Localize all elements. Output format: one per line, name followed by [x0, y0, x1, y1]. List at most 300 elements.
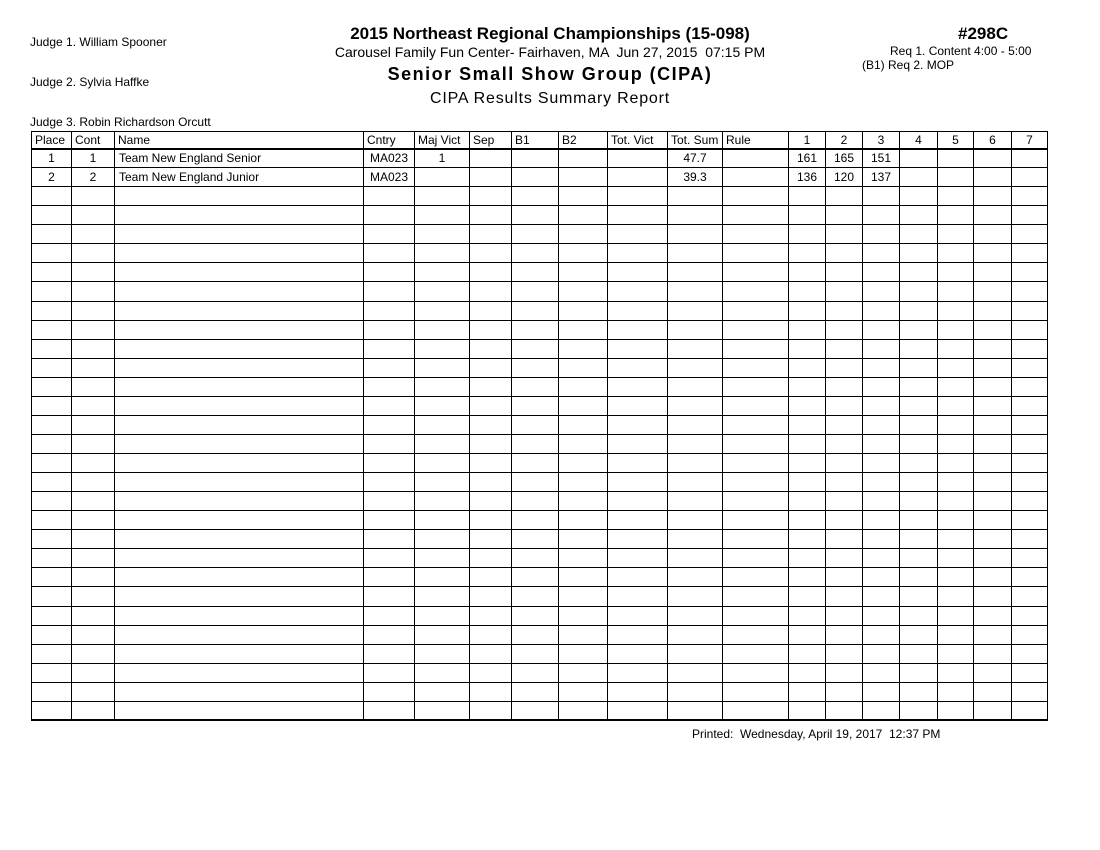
- empty-cell: [789, 244, 826, 263]
- empty-cell: [32, 415, 72, 434]
- empty-cell: [470, 644, 512, 663]
- empty-cell: [72, 473, 115, 492]
- empty-cell: [789, 568, 826, 587]
- cell-name: Team New England Junior: [115, 168, 364, 187]
- empty-cell: [559, 358, 608, 377]
- empty-cell: [364, 396, 415, 415]
- empty-cell: [789, 644, 826, 663]
- empty-cell: [789, 282, 826, 301]
- empty-cell: [559, 644, 608, 663]
- empty-cell: [863, 434, 900, 453]
- empty-cell: [974, 568, 1012, 587]
- empty-cell: [470, 225, 512, 244]
- empty-cell: [900, 492, 938, 511]
- empty-cell: [826, 225, 863, 244]
- empty-cell: [668, 454, 723, 473]
- empty-cell: [470, 530, 512, 549]
- empty-cell: [900, 301, 938, 320]
- col-header-tot-sum: Tot. Sum: [668, 132, 723, 149]
- empty-cell: [723, 682, 789, 701]
- empty-cell: [826, 320, 863, 339]
- empty-cell: [974, 415, 1012, 434]
- empty-cell: [900, 511, 938, 530]
- empty-result-row: [32, 663, 1048, 682]
- empty-cell: [512, 454, 559, 473]
- empty-cell: [364, 606, 415, 625]
- empty-cell: [72, 415, 115, 434]
- empty-cell: [723, 187, 789, 206]
- empty-cell: [826, 549, 863, 568]
- empty-cell: [974, 396, 1012, 415]
- empty-cell: [863, 301, 900, 320]
- empty-cell: [1012, 587, 1048, 606]
- empty-cell: [863, 206, 900, 225]
- empty-cell: [900, 244, 938, 263]
- empty-cell: [512, 320, 559, 339]
- empty-cell: [608, 549, 668, 568]
- empty-cell: [32, 473, 72, 492]
- empty-cell: [512, 587, 559, 606]
- empty-cell: [789, 454, 826, 473]
- empty-cell: [32, 244, 72, 263]
- empty-cell: [863, 606, 900, 625]
- empty-cell: [415, 263, 470, 282]
- empty-cell: [668, 377, 723, 396]
- empty-cell: [32, 492, 72, 511]
- empty-cell: [723, 301, 789, 320]
- venue-date-line: Carousel Family Fun Center- Fairhaven, MA Jun 27, 2015 07:15 PM: [334, 44, 766, 60]
- empty-cell: [723, 701, 789, 720]
- empty-cell: [470, 511, 512, 530]
- col-header-tot-vict: Tot. Vict: [608, 132, 668, 149]
- empty-cell: [863, 625, 900, 644]
- empty-cell: [900, 682, 938, 701]
- col-header-cont: Cont: [72, 132, 115, 149]
- empty-cell: [668, 625, 723, 644]
- empty-cell: [608, 320, 668, 339]
- empty-cell: [72, 568, 115, 587]
- empty-cell: [938, 339, 974, 358]
- empty-cell: [789, 415, 826, 434]
- empty-cell: [512, 701, 559, 720]
- empty-cell: [608, 701, 668, 720]
- empty-cell: [115, 339, 364, 358]
- empty-cell: [723, 530, 789, 549]
- empty-cell: [364, 206, 415, 225]
- printed-timestamp: Printed: Wednesday, April 19, 2017 12:37 PM: [692, 727, 941, 741]
- empty-cell: [415, 682, 470, 701]
- empty-cell: [72, 644, 115, 663]
- empty-cell: [789, 187, 826, 206]
- empty-cell: [559, 282, 608, 301]
- empty-cell: [863, 644, 900, 663]
- empty-result-row: [32, 701, 1048, 720]
- empty-cell: [938, 282, 974, 301]
- empty-cell: [900, 187, 938, 206]
- empty-cell: [668, 396, 723, 415]
- empty-cell: [863, 454, 900, 473]
- empty-cell: [723, 206, 789, 225]
- empty-cell: [900, 339, 938, 358]
- empty-cell: [974, 320, 1012, 339]
- empty-cell: [115, 644, 364, 663]
- cell-b1: [512, 168, 559, 187]
- empty-cell: [559, 434, 608, 453]
- empty-cell: [72, 434, 115, 453]
- cell-cont: 2: [72, 168, 115, 187]
- empty-cell: [364, 568, 415, 587]
- empty-cell: [974, 244, 1012, 263]
- empty-cell: [668, 301, 723, 320]
- empty-cell: [789, 587, 826, 606]
- empty-cell: [72, 549, 115, 568]
- empty-cell: [115, 701, 364, 720]
- empty-cell: [415, 377, 470, 396]
- empty-cell: [115, 396, 364, 415]
- empty-cell: [668, 225, 723, 244]
- empty-cell: [559, 511, 608, 530]
- empty-cell: [72, 606, 115, 625]
- empty-result-row: [32, 454, 1048, 473]
- empty-cell: [789, 511, 826, 530]
- empty-cell: [723, 396, 789, 415]
- empty-cell: [863, 587, 900, 606]
- empty-cell: [863, 339, 900, 358]
- empty-cell: [364, 701, 415, 720]
- empty-cell: [608, 301, 668, 320]
- empty-cell: [470, 587, 512, 606]
- empty-cell: [723, 358, 789, 377]
- empty-cell: [938, 644, 974, 663]
- empty-cell: [608, 644, 668, 663]
- empty-cell: [974, 263, 1012, 282]
- event-title: Senior Small Show Group (CIPA): [387, 64, 713, 84]
- empty-cell: [32, 282, 72, 301]
- empty-cell: [826, 187, 863, 206]
- empty-result-row: [32, 244, 1048, 263]
- empty-cell: [608, 263, 668, 282]
- empty-cell: [415, 587, 470, 606]
- empty-cell: [900, 434, 938, 453]
- empty-cell: [72, 358, 115, 377]
- empty-cell: [470, 454, 512, 473]
- empty-cell: [668, 282, 723, 301]
- empty-cell: [668, 511, 723, 530]
- empty-cell: [115, 377, 364, 396]
- empty-cell: [415, 701, 470, 720]
- col-header-judge-2: 2: [826, 132, 863, 149]
- empty-cell: [668, 587, 723, 606]
- cell-b1: [512, 149, 559, 168]
- empty-result-row: [32, 644, 1048, 663]
- empty-cell: [789, 396, 826, 415]
- table-header-row: [32, 132, 1048, 149]
- empty-cell: [900, 415, 938, 434]
- empty-cell: [938, 358, 974, 377]
- empty-cell: [1012, 644, 1048, 663]
- empty-cell: [364, 339, 415, 358]
- empty-cell: [115, 225, 364, 244]
- empty-cell: [115, 473, 364, 492]
- empty-result-row: [32, 587, 1048, 606]
- cell-judge-7: [1012, 168, 1048, 187]
- empty-cell: [668, 606, 723, 625]
- empty-cell: [608, 244, 668, 263]
- empty-cell: [32, 187, 72, 206]
- empty-cell: [723, 282, 789, 301]
- cell-judge-3: 151: [863, 149, 900, 168]
- empty-cell: [938, 301, 974, 320]
- result-row: [32, 168, 1048, 187]
- empty-cell: [863, 358, 900, 377]
- empty-cell: [723, 663, 789, 682]
- empty-cell: [789, 434, 826, 453]
- empty-cell: [938, 587, 974, 606]
- empty-cell: [559, 663, 608, 682]
- empty-cell: [826, 568, 863, 587]
- empty-cell: [900, 530, 938, 549]
- empty-cell: [608, 225, 668, 244]
- empty-cell: [668, 263, 723, 282]
- empty-cell: [826, 244, 863, 263]
- empty-cell: [115, 454, 364, 473]
- empty-result-row: [32, 625, 1048, 644]
- empty-cell: [789, 263, 826, 282]
- empty-cell: [974, 454, 1012, 473]
- empty-cell: [723, 320, 789, 339]
- empty-cell: [608, 377, 668, 396]
- empty-cell: [974, 587, 1012, 606]
- empty-cell: [938, 473, 974, 492]
- empty-result-row: [32, 377, 1048, 396]
- empty-cell: [608, 568, 668, 587]
- empty-cell: [559, 396, 608, 415]
- empty-cell: [789, 358, 826, 377]
- empty-cell: [938, 377, 974, 396]
- empty-cell: [723, 625, 789, 644]
- empty-cell: [938, 434, 974, 453]
- empty-cell: [512, 206, 559, 225]
- empty-cell: [512, 434, 559, 453]
- empty-cell: [900, 396, 938, 415]
- empty-cell: [863, 701, 900, 720]
- empty-cell: [826, 339, 863, 358]
- empty-cell: [863, 473, 900, 492]
- empty-cell: [1012, 263, 1048, 282]
- empty-cell: [723, 377, 789, 396]
- cell-rule: [723, 149, 789, 168]
- empty-cell: [364, 301, 415, 320]
- col-header-cntry: Cntry: [364, 132, 415, 149]
- empty-cell: [470, 339, 512, 358]
- col-header-b2: B2: [559, 132, 608, 149]
- empty-cell: [512, 415, 559, 434]
- empty-cell: [1012, 396, 1048, 415]
- empty-cell: [364, 320, 415, 339]
- empty-cell: [512, 568, 559, 587]
- empty-cell: [32, 301, 72, 320]
- empty-cell: [608, 663, 668, 682]
- empty-cell: [863, 511, 900, 530]
- empty-cell: [900, 377, 938, 396]
- empty-cell: [470, 358, 512, 377]
- col-header-judge-6: 6: [974, 132, 1012, 149]
- empty-cell: [470, 263, 512, 282]
- empty-cell: [608, 682, 668, 701]
- empty-cell: [723, 568, 789, 587]
- cell-name: Team New England Senior: [115, 149, 364, 168]
- empty-cell: [938, 225, 974, 244]
- empty-result-row: [32, 282, 1048, 301]
- empty-cell: [72, 625, 115, 644]
- empty-cell: [32, 625, 72, 644]
- empty-cell: [826, 263, 863, 282]
- empty-cell: [826, 282, 863, 301]
- empty-cell: [115, 263, 364, 282]
- empty-cell: [723, 263, 789, 282]
- empty-cell: [32, 225, 72, 244]
- empty-cell: [608, 530, 668, 549]
- empty-cell: [863, 682, 900, 701]
- empty-cell: [1012, 320, 1048, 339]
- competition-title: 2015 Northeast Regional Championships (15-098): [350, 24, 750, 43]
- cell-rule: [723, 168, 789, 187]
- empty-cell: [789, 549, 826, 568]
- empty-cell: [900, 606, 938, 625]
- empty-cell: [863, 492, 900, 511]
- empty-cell: [364, 225, 415, 244]
- empty-cell: [415, 511, 470, 530]
- empty-cell: [32, 663, 72, 682]
- empty-cell: [115, 549, 364, 568]
- empty-cell: [415, 644, 470, 663]
- empty-cell: [974, 530, 1012, 549]
- empty-cell: [1012, 549, 1048, 568]
- empty-cell: [115, 568, 364, 587]
- empty-cell: [900, 358, 938, 377]
- empty-cell: [863, 187, 900, 206]
- empty-cell: [364, 492, 415, 511]
- empty-cell: [826, 396, 863, 415]
- empty-cell: [512, 225, 559, 244]
- empty-cell: [863, 396, 900, 415]
- empty-cell: [789, 225, 826, 244]
- empty-cell: [723, 415, 789, 434]
- empty-cell: [1012, 511, 1048, 530]
- empty-cell: [415, 301, 470, 320]
- empty-cell: [415, 606, 470, 625]
- empty-cell: [938, 415, 974, 434]
- empty-cell: [115, 625, 364, 644]
- empty-cell: [72, 263, 115, 282]
- empty-cell: [863, 549, 900, 568]
- empty-cell: [668, 644, 723, 663]
- empty-cell: [115, 606, 364, 625]
- empty-cell: [32, 530, 72, 549]
- empty-cell: [32, 454, 72, 473]
- empty-result-row: [32, 568, 1048, 587]
- empty-cell: [608, 396, 668, 415]
- empty-cell: [115, 244, 364, 263]
- empty-cell: [974, 301, 1012, 320]
- empty-cell: [826, 663, 863, 682]
- empty-cell: [826, 358, 863, 377]
- empty-cell: [789, 701, 826, 720]
- empty-cell: [115, 511, 364, 530]
- empty-cell: [723, 473, 789, 492]
- empty-cell: [32, 206, 72, 225]
- empty-cell: [364, 663, 415, 682]
- judge-line-3: Judge 3. Robin Richardson Orcutt: [30, 115, 211, 130]
- empty-cell: [974, 549, 1012, 568]
- empty-cell: [863, 320, 900, 339]
- empty-cell: [32, 606, 72, 625]
- empty-cell: [512, 625, 559, 644]
- report-title: CIPA Results Summary Report: [429, 90, 671, 107]
- empty-cell: [863, 244, 900, 263]
- empty-cell: [415, 320, 470, 339]
- empty-cell: [826, 625, 863, 644]
- empty-cell: [559, 549, 608, 568]
- empty-cell: [900, 263, 938, 282]
- empty-cell: [900, 206, 938, 225]
- empty-cell: [470, 701, 512, 720]
- empty-result-row: [32, 206, 1048, 225]
- empty-cell: [364, 644, 415, 663]
- empty-cell: [608, 587, 668, 606]
- empty-cell: [32, 263, 72, 282]
- empty-cell: [974, 511, 1012, 530]
- empty-cell: [1012, 454, 1048, 473]
- empty-cell: [559, 606, 608, 625]
- empty-cell: [415, 568, 470, 587]
- empty-cell: [1012, 244, 1048, 263]
- empty-cell: [826, 473, 863, 492]
- empty-cell: [668, 663, 723, 682]
- empty-cell: [470, 244, 512, 263]
- empty-result-row: [32, 511, 1048, 530]
- empty-cell: [826, 301, 863, 320]
- empty-cell: [415, 225, 470, 244]
- cell-cntry: MA023: [364, 168, 415, 187]
- empty-cell: [668, 530, 723, 549]
- empty-cell: [900, 320, 938, 339]
- empty-cell: [608, 358, 668, 377]
- empty-cell: [415, 663, 470, 682]
- empty-cell: [863, 415, 900, 434]
- empty-cell: [938, 568, 974, 587]
- empty-cell: [974, 225, 1012, 244]
- empty-cell: [1012, 434, 1048, 453]
- empty-result-row: [32, 606, 1048, 625]
- judge-line-2: Judge 2. Sylvia Haffke: [30, 75, 150, 90]
- empty-cell: [723, 511, 789, 530]
- empty-cell: [72, 339, 115, 358]
- empty-cell: [559, 587, 608, 606]
- cell-judge-6: [974, 149, 1012, 168]
- cell-cntry: MA023: [364, 149, 415, 168]
- empty-cell: [938, 396, 974, 415]
- empty-cell: [826, 492, 863, 511]
- empty-cell: [470, 301, 512, 320]
- empty-cell: [1012, 415, 1048, 434]
- empty-cell: [559, 206, 608, 225]
- empty-cell: [863, 225, 900, 244]
- empty-cell: [364, 549, 415, 568]
- empty-cell: [115, 492, 364, 511]
- event-requirement-2: (B1) Req 2. MOP: [862, 57, 955, 72]
- empty-cell: [559, 187, 608, 206]
